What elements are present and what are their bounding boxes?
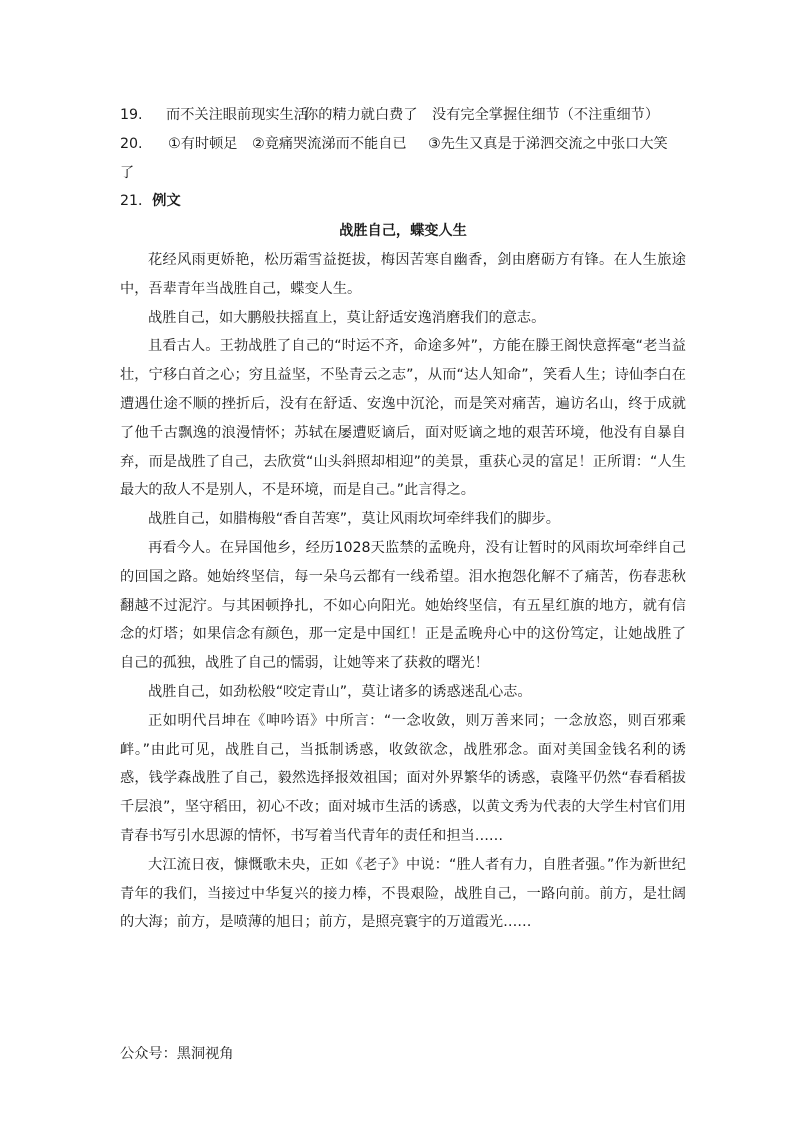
essay-paragraph: 战胜自己，如劲松般“咬定青山”，莫让诸多的诱惑迷乱心志。 (148, 683, 532, 700)
essay-paragraph: 花经风雨更娇艳，松历霜雪益挺拔，梅因苦寒自幽香，剑由磨砺方有锋。在人生旅途中，吾辈青年当战胜自己，蝶变人生。 (120, 251, 686, 297)
answer-19-part-1: 而不关注眼前现实生活 (166, 107, 308, 123)
essay-paragraph: 且看古人。王勃战胜了自己的“时运不齐，命途多舛”，方能在滕王阁快意挥毫“老当益壮，宁移白首之心；穷且益坚，不坠青云之志”，从而“达人知命”，笑看人生；诗仙李白在遭遇仕途不顺的挫折后，没有在舒适、安逸中沉沦，而是笑对痛苦，遍访名山，终于成就了他千古飘逸的浪漫情怀；苏轼在屡遭贬谪后，面对贬谪之地的艰苦环境，他没有自暴自弃，而是战胜了自己，去欣赏“山头斜照却相迎”的美景，重获心灵的富足！正所谓：“人生最大的敌人不是别人，不是环境，而是自己。”此言得之。 (120, 338, 686, 499)
footer-text: 公众号：黑洞视角 (120, 1046, 234, 1062)
essay-paragraph: 正如明代吕坤在《呻吟语》中所言：“一念收敛，则万善来同；一念放恣，则百邪乘衅。”由此可见，战胜自己，当抵制诱惑，收敛欲念，战胜邪念。面对美国金钱名利的诱惑，钱学森战胜了自己，毅然选择报效祖国；面对外界繁华的诱惑，袁隆平仍然“春看稻拔千层浪”，坚守稻田，初心不改；面对城市生活的诱惑，以黄文秀为代表的大学生村官们用青春书写引水思源的情怀，书写着当代青年的责任和担当…… (120, 712, 686, 844)
answer-21 (120, 187, 686, 216)
answer-21-number: 21． (120, 193, 153, 210)
answer-21-label: 例文 (152, 193, 181, 210)
answer-20-part-3: ③先生又真是于涕泗交流之中张口大笑 (428, 135, 668, 152)
essay-title: 战胜自己，蝶变人生 (339, 223, 467, 240)
essay-paragraph: 大江流日夜，慷慨歌未央，正如《老子》中说：“胜人者有力，自胜者强。”作为新世纪青年的我们，当接过中华复兴的接力棒，不畏艰险，战胜自己，一路向前。前方，是壮阔的大海；前方，是喷薄的旭日；前方，是照亮寰宇的万道霞光…… (120, 856, 686, 931)
answer-19 (120, 101, 686, 130)
answer-19-number: 19. (120, 107, 143, 123)
answer-19-part-2: 你的精力就白费了 (304, 107, 418, 123)
answer-20-part-2: ②竟痛哭流涕而不能自已 (252, 135, 407, 152)
essay-paragraph: 再看今人。在异国他乡，经历1028天监禁的孟晚舟，没有让暂时的风雨坎坷牵绊自己的回国之路。她始终坚信，每一朵乌云都有一线希望。泪水抱怨化解不了痛苦，伤春悲秋翻越不过泥泞。与其困顿挣扎，不如心向阳光。她始终坚信，有五星红旗的地方，就有信念的灯塔；如果信念有颜色，那一定是中国红！正是孟晚舟心中的这份笃定，让她战胜了自己的孤独，战胜了自己的懦弱，让她等来了获救的曙光！ (120, 539, 686, 672)
answer-content (120, 101, 686, 937)
answer-20-part-1: ①有时顿足 (168, 135, 238, 152)
answer-19-part-3: 没有完全掌握住细节（不注重细节） (432, 107, 660, 123)
answer-20-wrap: 了 (120, 164, 135, 181)
essay-paragraph: 战胜自己，如大鹏般扶摇直上，莫让舒适安逸消磨我们的意志。 (148, 309, 546, 326)
answer-20 (120, 130, 686, 159)
essay-paragraph: 战胜自己，如腊梅般“香自苦寒”，莫让风雨坎坷牵绊我们的脚步。 (148, 511, 560, 528)
answer-20-number: 20. (120, 135, 143, 152)
